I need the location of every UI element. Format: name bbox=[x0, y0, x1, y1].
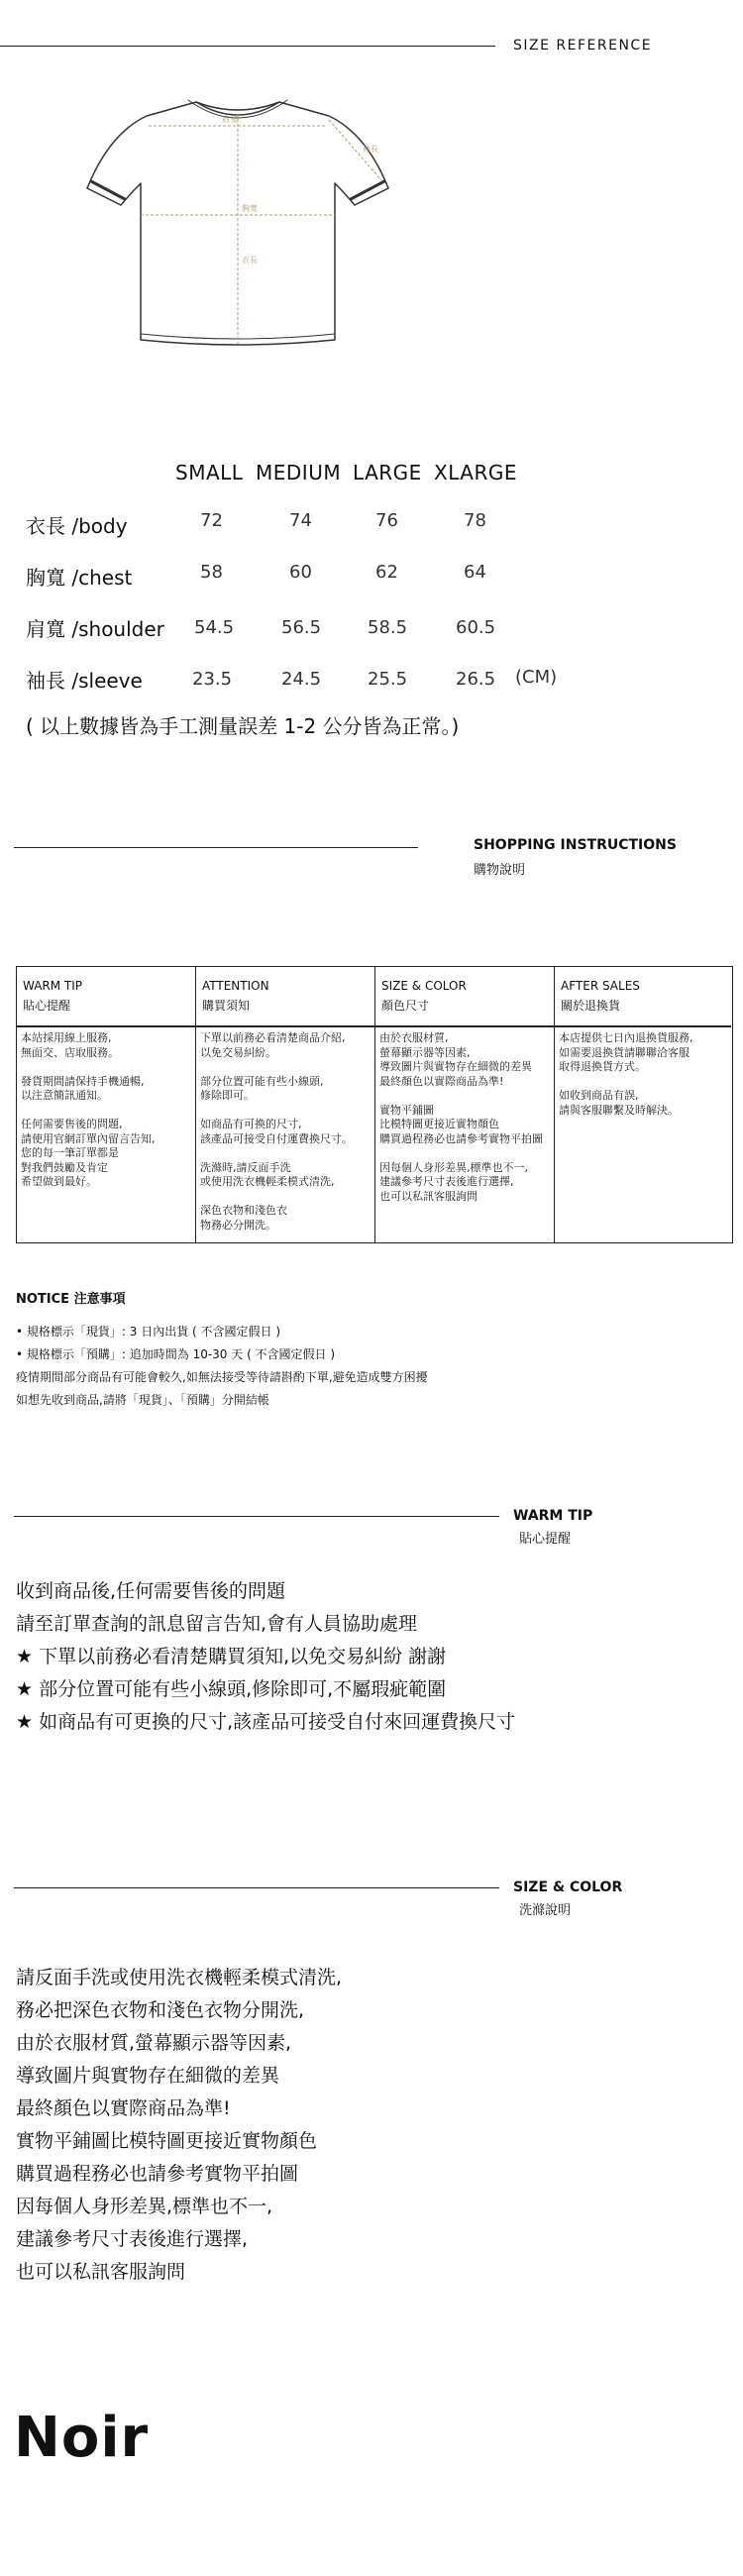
column-title-zh: 顏色尺寸 bbox=[381, 999, 430, 1013]
warm-tip-line: ★ 部分位置可能有些小線頭,修除即可,不屬瑕疵範圍 bbox=[16, 1678, 447, 1700]
column-divider bbox=[17, 1025, 195, 1027]
section-subtitle: 貼心提醒 bbox=[519, 1532, 572, 1547]
size-row-shoulder bbox=[26, 613, 620, 643]
shopping-instructions-table bbox=[16, 966, 733, 1243]
warm-tip-list bbox=[16, 1575, 709, 1739]
notice-title: NOTICE 注意事項 bbox=[16, 1292, 126, 1307]
header-rule bbox=[0, 46, 495, 47]
care-line: 也可以私訊客服詢問 bbox=[16, 2261, 186, 2283]
brand-logo: Noir bbox=[14, 2406, 150, 2470]
value-medium: 60 bbox=[289, 562, 312, 583]
section-subtitle: 洗滌說明 bbox=[519, 1903, 572, 1918]
warm-tip-line: ★ 下單以前務必看清楚購買須知,以免交易糾紛 謝謝 bbox=[16, 1646, 447, 1667]
value-large: 76 bbox=[375, 510, 398, 531]
header-rule bbox=[14, 847, 418, 848]
care-line: 最終顏色以實際商品為準! bbox=[16, 2097, 231, 2119]
care-line: 務必把深色衣物和淺色衣物分開洗, bbox=[16, 1999, 305, 2021]
unit-label: (CM) bbox=[515, 667, 558, 688]
measurement-note: ( 以上數據皆為手工測量誤差 1-2 公分皆為正常。) bbox=[26, 714, 460, 738]
column-title-en: AFTER SALES bbox=[561, 979, 640, 993]
value-xlarge: 26.5 bbox=[456, 669, 496, 690]
notice-section bbox=[16, 1288, 428, 1412]
care-line: 請反面手洗或使用洗衣機輕柔模式清洗, bbox=[16, 1967, 343, 1988]
tshirt-diagram bbox=[69, 74, 406, 372]
notice-line: • 規格標示「現貨」: 3 日內出貨 ( 不含國定假日 ) bbox=[16, 1325, 281, 1339]
column-title-en: WARM TIP bbox=[23, 979, 83, 993]
length-label: 衣長 bbox=[242, 256, 258, 265]
column-divider bbox=[375, 1025, 554, 1027]
collar-inner bbox=[196, 102, 279, 115]
value-large: 62 bbox=[375, 562, 398, 583]
care-line: 因每個人身形差異,標準也不一, bbox=[16, 2196, 273, 2217]
value-xlarge: 64 bbox=[464, 562, 486, 583]
header-rule bbox=[14, 1887, 499, 1888]
column-size-color bbox=[375, 967, 555, 1242]
value-large: 25.5 bbox=[368, 669, 408, 690]
value-small: 54.5 bbox=[194, 617, 235, 638]
notice-line: 疫情期間部分商品有可能會較久,如無法接受等待請斟酌下單,避免造成雙方困擾 bbox=[16, 1370, 428, 1384]
column-title-zh: 關於退換貨 bbox=[561, 999, 621, 1013]
size-small-header: SMALL bbox=[175, 461, 244, 484]
size-xlarge-header: XLARGE bbox=[434, 461, 518, 484]
column-after-sales bbox=[555, 967, 731, 1242]
row-label: 肩寬 /shoulder bbox=[26, 617, 164, 641]
value-small: 23.5 bbox=[192, 669, 233, 690]
size-row-chest bbox=[26, 562, 620, 591]
column-title-en: ATTENTION bbox=[202, 979, 269, 993]
value-medium: 56.5 bbox=[281, 617, 322, 638]
care-line: 由於衣服材質,螢幕顯示器等因素, bbox=[16, 2032, 292, 2054]
warm-tip-line: 請至訂單查詢的訊息留言告知,會有人員協助處理 bbox=[16, 1613, 418, 1635]
notice-line: • 規格標示「預購」: 追加時間為 10-30 天 ( 不含國定假日 ) bbox=[16, 1347, 336, 1361]
size-medium-header: MEDIUM bbox=[256, 461, 342, 484]
chest-label: 胸寬 bbox=[242, 204, 258, 213]
column-title-en: SIZE & COLOR bbox=[381, 979, 467, 993]
notice-line: 如想先收到商品,請將「現貨」、「預購」分開結帳 bbox=[16, 1393, 269, 1407]
value-xlarge: 60.5 bbox=[456, 617, 496, 638]
column-title-zh: 購買須知 bbox=[202, 999, 251, 1013]
size-row-sleeve bbox=[26, 665, 620, 695]
warm-tip-line: ★ 如商品有可更換的尺寸,該產品可接受自付來回運費換尺寸 bbox=[16, 1711, 516, 1733]
column-body: 由於衣服材質, 螢幕顯示器等因素, 導致圖片與實物存在細微的差異 最終顏色以實際商品為準! 實物平鋪圖 比模特圖更接近實物顏色 購買過程務必也請參考實物平拍圖 因每個人身形差異,標準也不一, 建議參考尺寸表後進行選擇, 也可以私訊客服詢問 bbox=[379, 1031, 543, 1203]
column-title-zh: 貼心提醒 bbox=[23, 999, 71, 1013]
column-warm-tip bbox=[17, 967, 196, 1242]
value-xlarge: 78 bbox=[464, 510, 486, 531]
sleeve-label: 袖長 bbox=[363, 145, 378, 154]
section-title: SIZE & COLOR bbox=[513, 1879, 623, 1895]
care-line: 建議參考尺寸表後進行選擇, bbox=[16, 2228, 249, 2250]
shoulder-label: 肩寬 bbox=[222, 115, 238, 124]
warm-tip-line: 收到商品後,任何需要售後的問題 bbox=[16, 1580, 286, 1602]
value-medium: 24.5 bbox=[281, 669, 322, 690]
section-title: SHOPPING INSTRUCTIONS bbox=[474, 837, 677, 853]
size-row-body bbox=[26, 510, 620, 540]
care-instructions-list bbox=[16, 1962, 709, 2289]
column-body: 本店提供七日內退換貨服務, 如需要退換貨請聯聯洽客服 取得退換貨方式。 如收到商品有誤, 請與客服聯繫及時解決。 bbox=[559, 1031, 693, 1117]
row-label: 胸寬 /chest bbox=[26, 566, 133, 590]
row-label: 袖長 /sleeve bbox=[26, 669, 143, 693]
column-body: 下單以前務必看清楚商品介紹, 以免交易糾紛。 部分位置可能有些小線頭, 修除即可。 如商品有可換的尺寸, 該產品可接受自付運費換尺寸。 洗滌時,請反面手洗 或使用洗衣機輕柔模式清洗, 深色衣物和淺色衣 物務必分開洗。 bbox=[200, 1031, 353, 1232]
value-small: 72 bbox=[200, 510, 223, 531]
column-divider bbox=[555, 1025, 731, 1027]
left-cuff bbox=[91, 181, 125, 199]
right-cuff bbox=[351, 181, 384, 199]
size-large-header: LARGE bbox=[353, 461, 422, 484]
value-small: 58 bbox=[200, 562, 223, 583]
header-rule bbox=[14, 1516, 499, 1517]
value-medium: 74 bbox=[289, 510, 312, 531]
care-line: 購買過程務必也請參考實物平拍圖 bbox=[16, 2163, 299, 2185]
care-line: 實物平鋪圖比模特圖更接近實物顏色 bbox=[16, 2130, 318, 2152]
section-title: WARM TIP bbox=[513, 1508, 593, 1524]
care-line: 導致圖片與實物存在細微的差異 bbox=[16, 2065, 280, 2087]
row-label: 衣長 /body bbox=[26, 514, 128, 538]
column-attention bbox=[196, 967, 375, 1242]
value-large: 58.5 bbox=[368, 617, 408, 638]
column-divider bbox=[196, 1025, 374, 1027]
column-body: 本站採用線上服務, 無面交、店取服務。 發貨期間請保持手機通暢, 以注意簡訊通知。 任何需要售後的問題, 請使用官網訂單內留言告知, 您的每一筆訂單都是 對我們鼓勵及肯定 希望做到最好。 bbox=[21, 1031, 156, 1188]
section-subtitle: 購物說明 bbox=[474, 863, 526, 878]
section-title: SIZE REFERENCE bbox=[513, 38, 653, 54]
